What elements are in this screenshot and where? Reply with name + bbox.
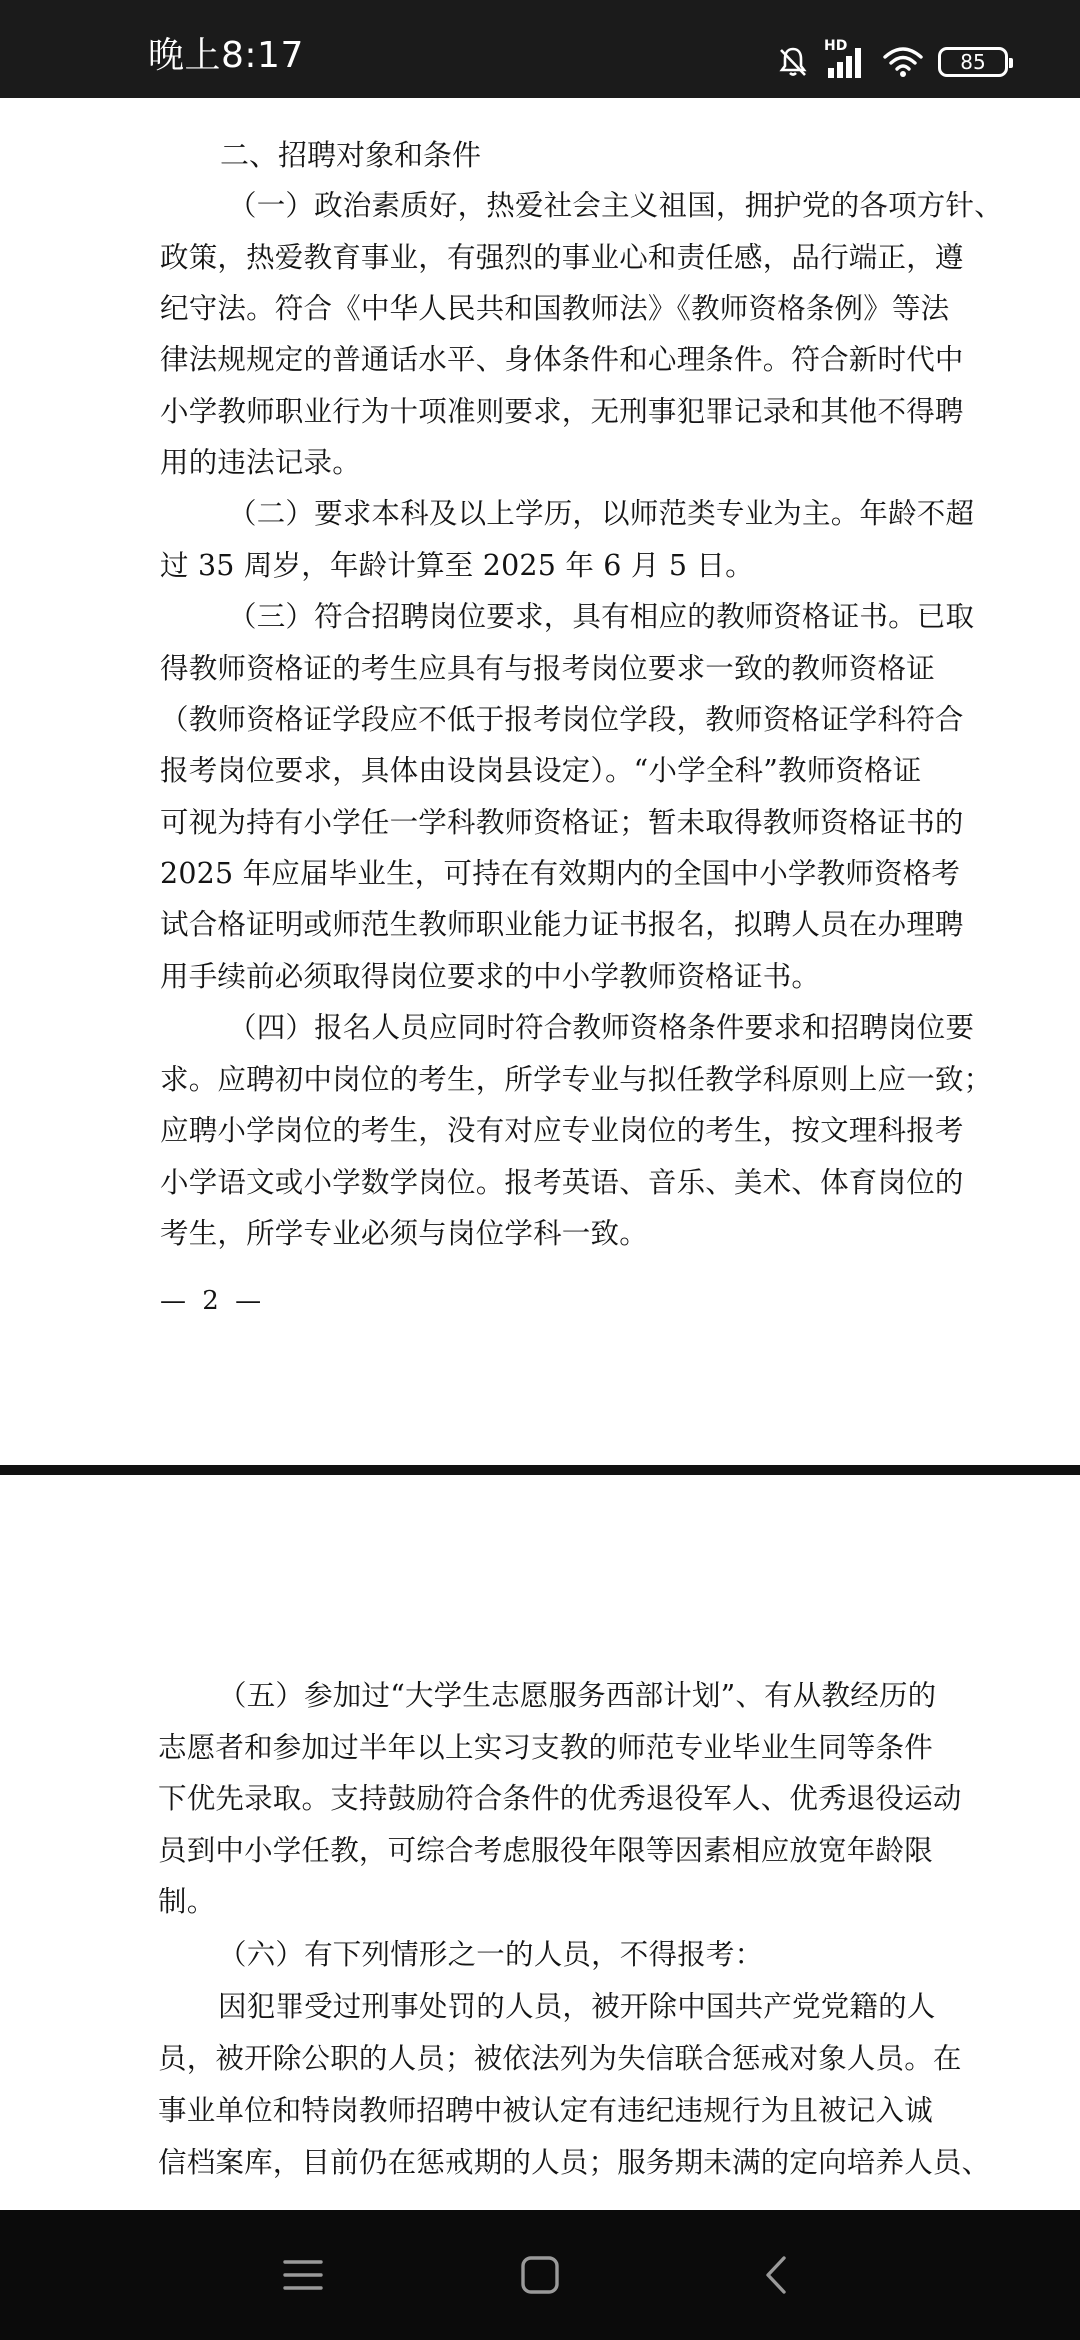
- paragraph-line: 志愿者和参加过半年以上实习支教的师范专业毕业生同等条件: [158, 1731, 933, 1764]
- paragraph-line: 应聘小学岗位的考生，没有对应专业岗位的考生，按文理科报考: [160, 1114, 964, 1147]
- paragraph-line: 制。: [158, 1885, 216, 1918]
- hd-label: HD: [824, 38, 848, 54]
- paragraph-line: （三）符合招聘岗位要求，具有相应的教师资格证书。已取: [228, 600, 975, 633]
- paragraph-line: 考生，所学专业必须与岗位学科一致。: [160, 1217, 648, 1250]
- menu-icon: [283, 2257, 323, 2293]
- paragraph-line: 信档案库，目前仍在惩戒期的人员；服务期未满的定向培养人员、: [158, 2146, 991, 2179]
- paragraph-line: 纪守法。符合《中华人民共和国教师法》《教师资格条例》等法: [160, 292, 950, 325]
- battery-icon: [938, 47, 1008, 77]
- paragraph-line: （二）要求本科及以上学历，以师范类专业为主。年龄不超: [228, 497, 975, 530]
- paragraph-line: （一）政治素质好，热爱社会主义祖国，拥护党的各项方针、: [228, 189, 1003, 222]
- document-page-1: [0, 98, 1080, 1465]
- page-number: — 2 —: [160, 1286, 266, 1316]
- status-bar: [0, 0, 1080, 98]
- paragraph-line: 员到中小学任教，可综合考虑服役年限等因素相应放宽年龄限: [158, 1834, 933, 1867]
- wifi-icon: [882, 45, 924, 79]
- status-icons: [776, 38, 1008, 82]
- signal-icon: [824, 38, 868, 80]
- paragraph-line: 2025 年应届毕业生，可持在有效期内的全国中小学教师资格考: [160, 857, 961, 890]
- status-time: 晚上8:17: [148, 35, 304, 76]
- section-heading: 二、招聘对象和条件: [220, 138, 482, 172]
- paragraph-line: 小学教师职业行为十项准则要求，无刑事犯罪记录和其他不得聘: [160, 395, 964, 428]
- page-divider: [0, 1465, 1080, 1475]
- home-button[interactable]: [505, 2240, 575, 2310]
- paragraph-line: 事业单位和特岗教师招聘中被认定有违纪违规行为且被记入诚: [158, 2094, 933, 2127]
- paragraph-line: 过 35 周岁，年龄计算至 2025 年 6 月 5 日。: [160, 549, 754, 582]
- mute-bell-icon: [776, 45, 810, 79]
- paragraph-line: 政策，热爱教育事业，有强烈的事业心和责任感，品行端正，遵: [160, 241, 964, 274]
- back-button[interactable]: [742, 2240, 812, 2310]
- document-page-2: [0, 1475, 1080, 2210]
- paragraph-line: 得教师资格证的考生应具有与报考岗位要求一致的教师资格证: [160, 652, 935, 685]
- paragraph-line: 律法规规定的普通话水平、身体条件和心理条件。符合新时代中: [160, 343, 964, 376]
- menu-button[interactable]: [268, 2240, 338, 2310]
- paragraph-line: 报考岗位要求，具体由设岗县设定）。“小学全科”教师资格证: [160, 754, 922, 787]
- paragraph-line: 下优先录取。支持鼓励符合条件的优秀退役军人、优秀退役运动: [158, 1782, 962, 1815]
- paragraph-line: 求。应聘初中岗位的考生，所学专业与拟任教学科原则上应一致；: [160, 1063, 993, 1096]
- paragraph-line: （四）报名人员应同时符合教师资格条件要求和招聘岗位要: [228, 1011, 975, 1044]
- back-icon: [762, 2255, 792, 2295]
- paragraph-line: 员，被开除公职的人员；被依法列为失信联合惩戒对象人员。在: [158, 2042, 962, 2075]
- paragraph-line: 因犯罪受过刑事处罚的人员，被开除中国共产党党籍的人: [218, 1990, 936, 2023]
- paragraph-line: 用的违法记录。: [160, 446, 361, 479]
- paragraph-line: 小学语文或小学数学岗位。报考英语、音乐、美术、体育岗位的: [160, 1166, 964, 1199]
- paragraph-line: 可视为持有小学任一学科教师资格证；暂未取得教师资格证书的: [160, 806, 964, 839]
- home-icon: [520, 2255, 560, 2295]
- navigation-bar: [0, 2210, 1080, 2340]
- paragraph-line: 用手续前必须取得岗位要求的中小学教师资格证书。: [160, 960, 821, 993]
- paragraph-line: （五）参加过“大学生志愿服务西部计划”、有从教经历的: [218, 1679, 937, 1712]
- paragraph-line: （教师资格证学段应不低于报考岗位学段，教师资格证学科符合: [160, 703, 964, 736]
- paragraph-line: 试合格证明或师范生教师职业能力证书报名，拟聘人员在办理聘: [160, 908, 964, 941]
- battery-level: 85: [960, 50, 986, 74]
- paragraph-line: （六）有下列情形之一的人员，不得报考：: [218, 1938, 764, 1971]
